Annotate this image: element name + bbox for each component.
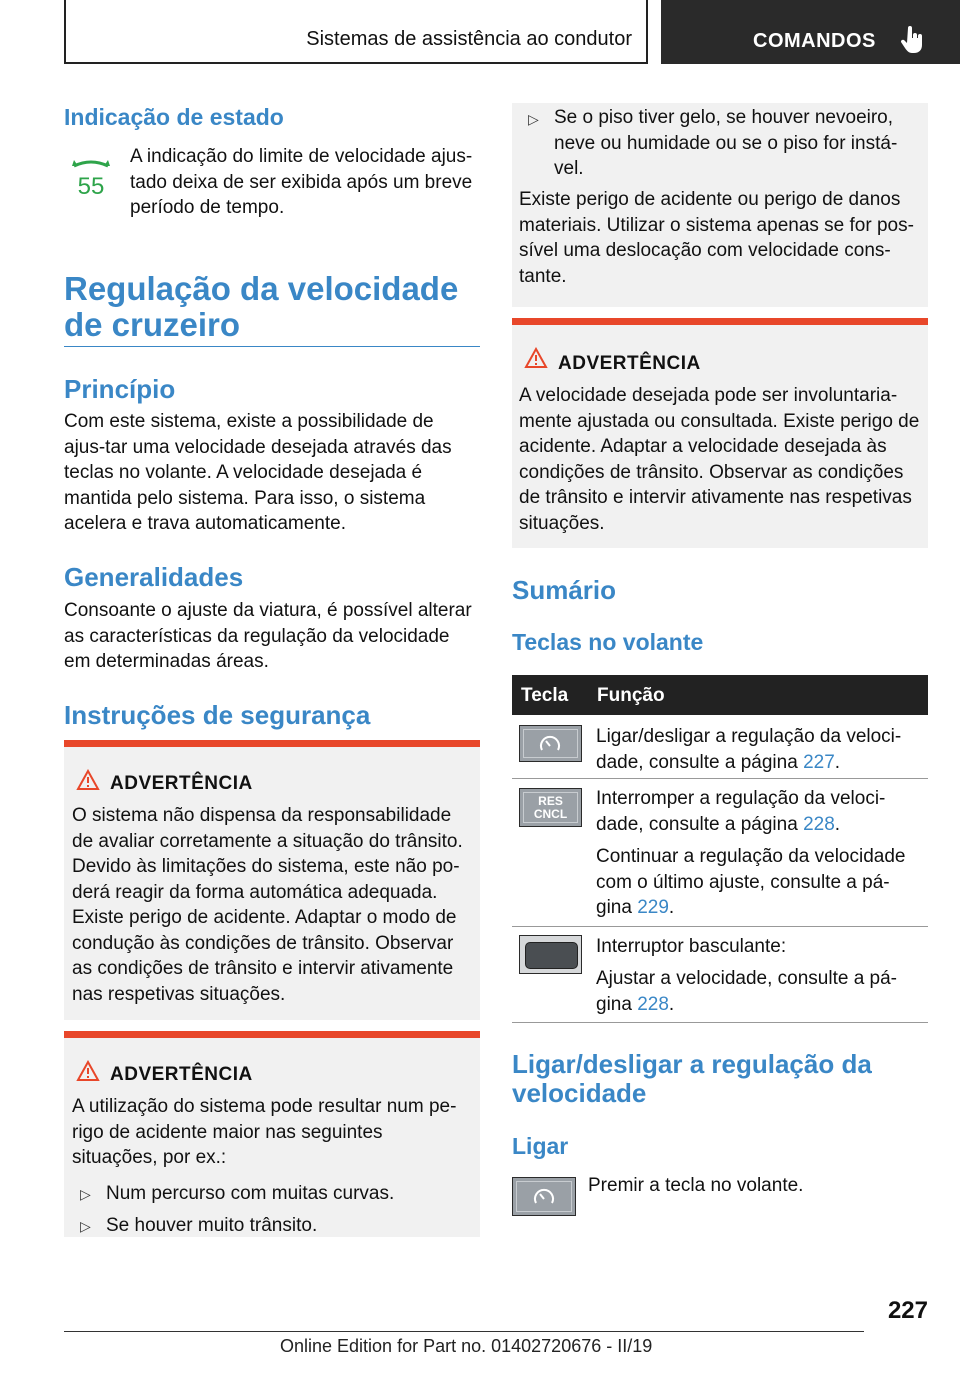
speedometer-icon bbox=[531, 1185, 557, 1209]
continuation-text: Existe perigo de acidente ou perigo de danos materiais. Utilizar o sistema apenas se for pos-sível uma deslocação com velocidade cons-tante. bbox=[519, 189, 914, 287]
header-title-box bbox=[64, 0, 648, 64]
page-link-228b[interactable]: 228 bbox=[637, 993, 669, 1015]
header-title: Sistemas de assistência ao condutor bbox=[306, 28, 632, 50]
summary-heading: Sumário bbox=[512, 575, 617, 605]
cncl-key-label: CNCL bbox=[533, 807, 568, 821]
res-cncl-key bbox=[519, 788, 582, 827]
warning-2-title: ADVERTÊNCIA bbox=[110, 1064, 253, 1085]
onoff-heading-line2: velocidade bbox=[512, 1078, 647, 1108]
bullet-triangle-icon: ▷ bbox=[80, 1218, 91, 1234]
header-section-label: COMANDOS bbox=[753, 30, 876, 52]
warning-1-text: O sistema não dispensa da responsabilidade de avaliar corretamente a situação do trânsito. Devido às limitações do sistema, este não po-derá reagir da forma automática adequada. Existe perigo de acidente. Adaptar o modo de condução às condições de trânsito. Observar as condições de trânsito e intervir ativamente nas respetivas situações. bbox=[72, 805, 463, 1005]
keys-table-header bbox=[512, 675, 928, 715]
warning-3-text: A velocidade desejada pode ser involuntaria-mente ajustada ou consultada. Existe perigo de acidente. Adaptar a velocidade desejada às condições de trânsito. Observar as condições de trânsito e intervir ativamente nas respetivas situações. bbox=[519, 385, 920, 534]
rocker-switch-icon bbox=[525, 942, 578, 969]
warning-continuation-box bbox=[512, 103, 928, 307]
page-link-229[interactable]: 229 bbox=[637, 897, 669, 918]
warning-2-text: A utilização do sistema pode resultar num pe-rigo de acidente maior nas seguintes situações, por ex.: bbox=[72, 1096, 457, 1168]
bullet-triangle-icon: ▷ bbox=[528, 111, 539, 127]
page-link-227[interactable]: 227 bbox=[803, 751, 835, 773]
hand-pointer-icon bbox=[901, 26, 925, 54]
continuation-bullet: Se o piso tiver gelo, se houver nevoeiro, neve ou humidade ou se o piso for instá-vel. bbox=[554, 107, 898, 179]
warning-3-title: ADVERTÊNCIA bbox=[558, 353, 701, 374]
principle-text: Com este sistema, existe a possibilidade de ajus-tar uma velocidade desejada através das teclas no volante. A velocidade desejada é mantida pelo sistema. Para isso, o sistema acelera e trava automaticamente. bbox=[64, 411, 452, 534]
col-function-header: Função bbox=[597, 685, 665, 706]
warning-triangle-icon bbox=[76, 1060, 100, 1082]
header-section-tab[interactable] bbox=[661, 0, 960, 64]
warning-box-2 bbox=[64, 1031, 480, 1237]
row3-function: Interruptor basculante: bbox=[596, 936, 787, 957]
keys-heading: Teclas no volante bbox=[512, 629, 704, 655]
row3-function-2: Ajustar a velocidade, consulte a pá-gina 228. bbox=[596, 968, 898, 1015]
onoff-heading-line1: Ligar/desligar a regulação da bbox=[512, 1049, 872, 1079]
safety-heading: Instruções de segurança bbox=[64, 700, 371, 730]
status-icon-value: 55 bbox=[77, 173, 105, 198]
row2-function-2: Continuar a regulação da velocidade com o último ajuste, consulte a pá-gina 229. bbox=[596, 846, 906, 918]
cruise-control-key bbox=[512, 1177, 576, 1216]
speed-limit-status-icon bbox=[70, 156, 112, 198]
main-heading-rule bbox=[64, 346, 480, 347]
warning-box-3 bbox=[512, 318, 928, 548]
warning-1-title: ADVERTÊNCIA bbox=[110, 773, 253, 794]
main-heading-line1: Regulação da velocidade bbox=[64, 270, 459, 307]
page-link-228[interactable]: 228 bbox=[803, 813, 835, 835]
on-heading: Ligar bbox=[512, 1133, 569, 1159]
status-text: A indicação do limite de velocidade ajus-tado deixa de ser exibida após um breve período de tempo. bbox=[130, 146, 473, 218]
col-key-header: Tecla bbox=[521, 685, 569, 706]
warning-2-bullet-2: Se houver muito trânsito. bbox=[106, 1215, 318, 1236]
cruise-control-key bbox=[519, 725, 582, 762]
row1-function: Ligar/desligar a regulação da veloci-dade, consulte a página 227. bbox=[596, 726, 902, 773]
row2-function: Interromper a regulação da veloci-dade, consulte a página 228. bbox=[596, 788, 886, 835]
general-text: Consoante o ajuste da viatura, é possível alterar as características da regulação da velocidade em determinadas áreas. bbox=[64, 600, 472, 672]
on-text: Premir a tecla no volante. bbox=[588, 1175, 804, 1196]
bullet-triangle-icon: ▷ bbox=[80, 1186, 91, 1202]
warning-triangle-icon bbox=[76, 769, 100, 791]
warning-2-bullet-1: Num percurso com muitas curvas. bbox=[106, 1183, 395, 1204]
warning-box-1 bbox=[64, 740, 480, 1020]
general-heading: Generalidades bbox=[64, 562, 244, 592]
res-key-label: RES bbox=[538, 794, 563, 808]
edition-text: Online Edition for Part no. 01402720676 - II/19 bbox=[280, 1336, 653, 1356]
warning-triangle-icon bbox=[524, 347, 548, 369]
page-number: 227 bbox=[887, 1297, 928, 1324]
rocker-switch-key bbox=[519, 935, 582, 974]
status-heading: Indicação de estado bbox=[64, 104, 284, 130]
principle-heading: Princípio bbox=[64, 374, 176, 404]
main-heading-line2: de cruzeiro bbox=[64, 306, 241, 343]
speedometer-icon bbox=[537, 732, 563, 756]
